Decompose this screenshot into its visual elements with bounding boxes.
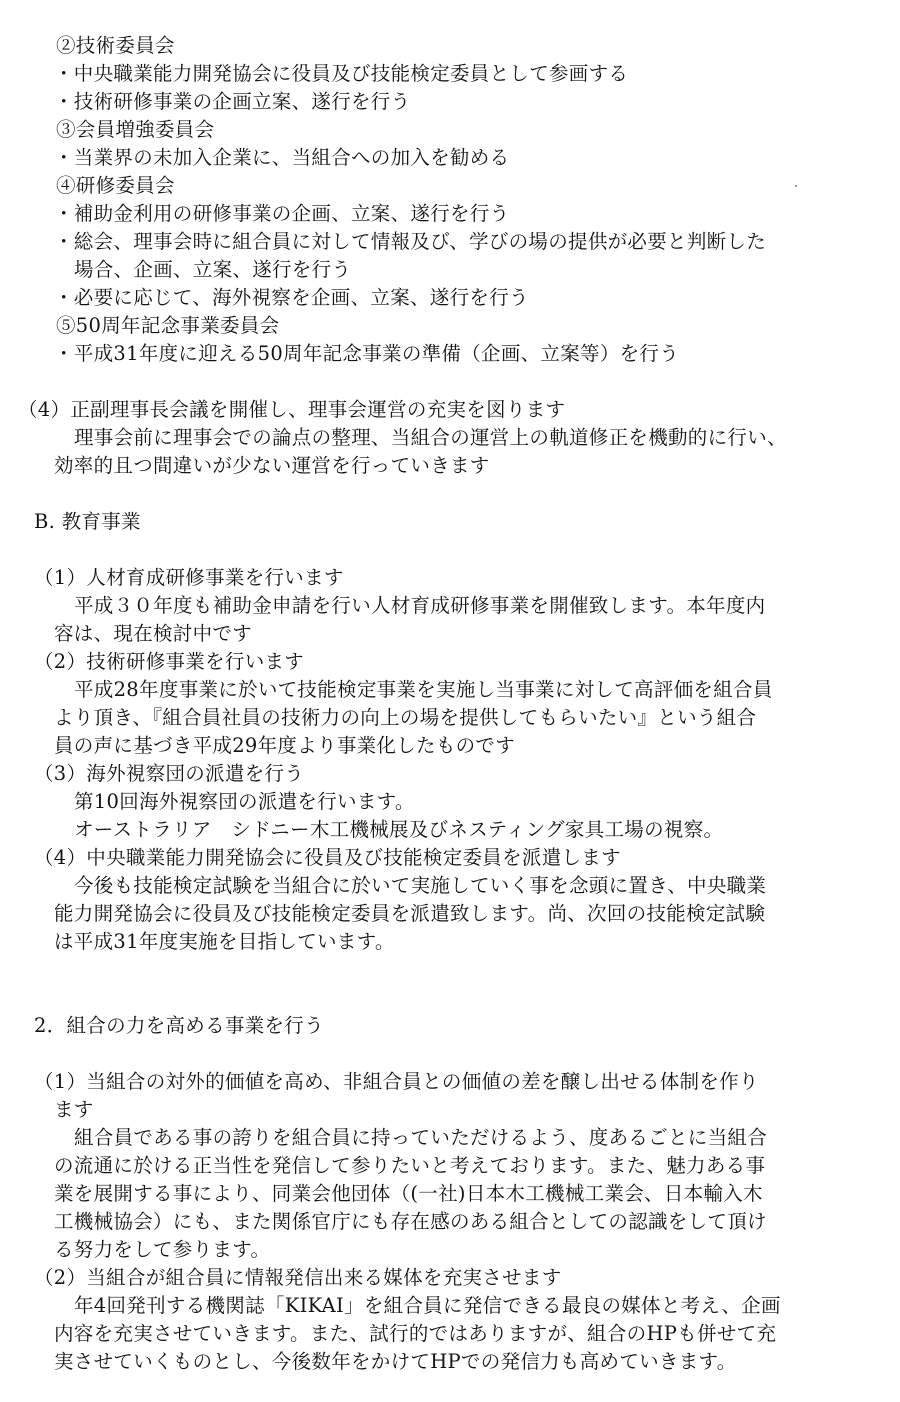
section-heading-strength: 2．組合の力を高める事業を行う bbox=[34, 1014, 324, 1037]
section-item-heading: （2）当組合が組合員に情報発信出来る媒体を充実させます bbox=[34, 1266, 562, 1289]
paragraph-line: 業を展開する事により、同業会他団体（(一社)日本木工機械工業会、日本輸入木 bbox=[54, 1182, 763, 1205]
paragraph-line: 容は、現在検討中です bbox=[54, 622, 253, 645]
paragraph-line: 年4回発刊する機関誌「KIKAI」を組合員に発信できる最良の媒体と考え、企画 bbox=[74, 1294, 781, 1317]
paragraph-line: は平成31年度実施を目指しています。 bbox=[54, 930, 395, 953]
paragraph-line: 組合員である事の誇りを組合員に持っていただけるよう、度あるごとに当組合 bbox=[74, 1126, 768, 1149]
bullet-continuation: 場合、企画、立案、遂行を行う bbox=[74, 258, 352, 281]
bullet-line: ・必要に応じて、海外視察を企画、立案、遂行を行う bbox=[54, 286, 529, 309]
paragraph-line: 実させていくものとし、今後数年をかけてHPでの発信力も高めていきます。 bbox=[54, 1350, 737, 1373]
scan-speck bbox=[795, 185, 797, 187]
section-item-heading: （1）人材育成研修事業を行います bbox=[34, 566, 344, 589]
bullet-line: ・総会、理事会時に組合員に対して情報及び、学びの場の提供が必要と判断した bbox=[54, 230, 767, 253]
bullet-line: ・技術研修事業の企画立案、遂行を行う bbox=[54, 90, 411, 113]
bullet-line: ・中央職業能力開発協会に役員及び技能検定委員として参画する bbox=[54, 62, 629, 85]
paragraph-line: 平成３０年度も補助金申請を行い人材育成研修事業を開催致します。本年度内 bbox=[74, 594, 766, 617]
committee-heading-membership: ③会員増強委員会 bbox=[56, 118, 215, 141]
paragraph-line: 工機械協会）にも、また関係官庁にも存在感のある組合としての認識をして頂け bbox=[54, 1210, 767, 1233]
paragraph-line: 第10回海外視察団の派遣を行います。 bbox=[74, 790, 415, 813]
paragraph-line: オーストラリア シドニー木工機械展及びネスティング家具工場の視察。 bbox=[74, 818, 724, 841]
paragraph-line: 今後も技能検定試験を当組合に於いて実施していく事を念頭に置き、中央職業 bbox=[74, 874, 767, 897]
paragraph-line: 平成28年度事業に於いて技能検定事業を実施し当事業に対して高評価を組合員 bbox=[74, 678, 773, 701]
paragraph-line: 能力開発協会に役員及び技能検定委員を派遣致します。尚、次回の技能検定試験 bbox=[54, 902, 766, 925]
paragraph-line: 内容を充実させていきます。また、試行的ではありますが、組合のHPも併せて充 bbox=[54, 1322, 777, 1345]
paragraph-line: より頂き、『組合員社員の技術力の向上の場を提供してもらいたい』という組合 bbox=[54, 706, 757, 729]
paragraph-line: 効率的且つ間違いが少ない運営を行っていきます bbox=[54, 454, 490, 477]
paragraph-line: る努力をして参ります。 bbox=[54, 1238, 271, 1261]
paragraph-line: 理事会前に理事会での論点の整理、当組合の運営上の軌道修正を機動的に行い、 bbox=[74, 426, 787, 449]
committee-heading-anniversary: ⑤50周年記念事業委員会 bbox=[56, 314, 280, 337]
section-item-heading: （4）中央職業能力開発協会に役員及び技能検定委員を派遣します bbox=[34, 846, 621, 869]
paragraph-line: 員の声に基づき平成29年度より事業化したものです bbox=[54, 734, 516, 757]
section-item-heading: （1）当組合の対外的価値を高め、非組合員との価値の差を醸し出せる体制を作り bbox=[34, 1070, 759, 1093]
section-item-heading: （2）技術研修事業を行います bbox=[34, 650, 305, 673]
bullet-line: ・平成31年度に迎える50周年記念事業の準備（企画、立案等）を行う bbox=[54, 342, 680, 365]
committee-heading-training: ④研修委員会 bbox=[56, 174, 175, 197]
committee-heading-technical: ②技術委員会 bbox=[56, 34, 175, 57]
bullet-line: ・補助金利用の研修事業の企画、立案、遂行を行う bbox=[54, 202, 510, 225]
bullet-line: ・当業界の未加入企業に、当組合への加入を勧める bbox=[54, 146, 510, 169]
section-item-heading: （4）正副理事長会議を開催し、理事会運営の充実を図ります bbox=[18, 398, 566, 421]
section-item-heading-continuation: ます bbox=[54, 1098, 94, 1121]
paragraph-line: の流通に於ける正当性を発信して参りたいと考えております。また、魅力ある事 bbox=[54, 1154, 766, 1177]
section-heading-education: B. 教育事業 bbox=[34, 510, 141, 533]
section-item-heading: （3）海外視察団の派遣を行う bbox=[34, 762, 305, 785]
